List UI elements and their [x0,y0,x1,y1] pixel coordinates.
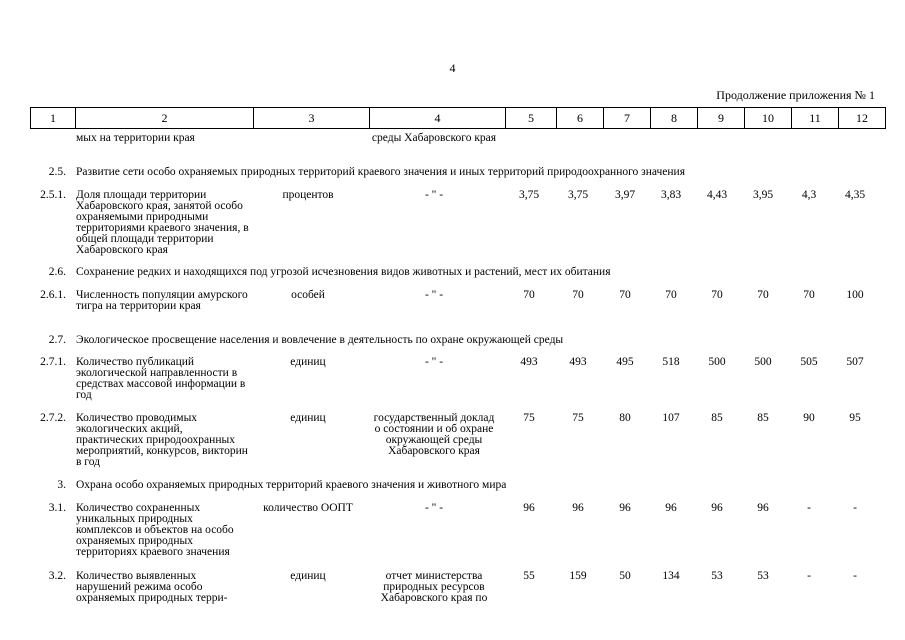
row-value: 90 [803,412,815,424]
row-value: 493 [569,356,587,368]
row-unit: единиц [290,570,326,582]
col-header: 4 [370,108,506,129]
row-value: 96 [665,502,677,514]
section-title: Развитие сети особо охраняемых природных территорий краевого значения и иных территорий природоохранного значения [76,166,686,178]
row-value: 495 [616,356,634,368]
row-value: 70 [665,289,677,301]
row-value: 3,75 [567,189,589,201]
row-value: 53 [711,570,723,582]
row-value: 500 [708,356,726,368]
col-header: 3 [254,108,370,129]
row-number: 2.5.1. [40,189,66,201]
row-number: 3.2. [48,570,66,582]
col-header: 11 [792,108,839,129]
row-value: 3,83 [660,189,682,201]
row-unit: единиц [290,412,326,424]
row-source: отчет министерства природных ресурсов Хабаровского края по [380,570,488,604]
page-number: 4 [449,61,456,75]
row-value: 96 [757,502,769,514]
row-value: 4,43 [706,189,728,201]
row-value: - [853,570,857,582]
row-value: 518 [662,356,680,368]
row-value: 3,95 [752,189,774,201]
row-source: - " - [424,289,444,301]
row-source: государственный доклад о состоянии и об охране окружающей среды Хабаровского края [373,412,495,457]
section-title: Сохранение редких и находящихся под угрозой исчезновения видов животных и растений, мест их обитания [76,266,611,278]
row-source: - " - [424,189,444,201]
row-value: 4,35 [844,189,866,201]
row-name: Доля площади территории Хабаровского края, занятой особо охраняемыми природными территориями краевого значения, в общей площади территории Хабаровского края [76,189,249,256]
row-value: 159 [569,570,587,582]
carry-name: мых на территории края [76,132,195,144]
row-value: 70 [572,289,584,301]
section-number: 2.6. [48,266,66,278]
section-number: 3. [57,479,66,491]
row-value: - [807,502,811,514]
row-number: 2.7.2. [40,412,66,424]
row-number: 2.7.1. [40,356,66,368]
section-number: 2.7. [48,334,66,346]
column-header-row [30,107,886,129]
row-name: Количество публикаций экологической направленности в средствах массовой информации в год [76,356,246,401]
row-value: 96 [523,502,535,514]
row-unit: особей [291,289,325,301]
row-value: 3,97 [614,189,636,201]
row-value: 4,3 [801,189,817,201]
continuation-label: Продолжение приложения № 1 [716,88,875,102]
row-value: 3,75 [518,189,540,201]
row-unit: единиц [290,356,326,368]
row-name: Количество выявленных нарушений режима особо охраняемых природных терри- [76,570,228,604]
section-number: 2.5. [48,166,66,178]
row-value: 493 [520,356,538,368]
carry-source: среды Хабаровского края [371,132,497,144]
row-value: 70 [711,289,723,301]
row-source: - " - [424,502,444,514]
row-value: 96 [619,502,631,514]
row-unit: количество ООПТ [263,502,353,514]
row-value: 53 [757,570,769,582]
row-value: 507 [846,356,864,368]
row-value: 70 [757,289,769,301]
row-name: Численность популяции амурского тигра на территории края [76,289,248,312]
row-number: 2.6.1. [40,289,66,301]
row-source: - " - [424,356,444,368]
row-value: 134 [662,570,680,582]
col-header: 10 [745,108,792,129]
row-name: Количество проводимых экологических акций, практических природоохранных мероприятий, конкурсов, викторин в год [76,412,248,468]
col-header: 1 [31,108,76,129]
row-value: - [807,570,811,582]
row-value: 505 [800,356,818,368]
col-header: 5 [506,108,557,129]
col-header: 9 [698,108,745,129]
row-value: 75 [572,412,584,424]
col-header: 8 [651,108,698,129]
row-value: 70 [523,289,535,301]
row-value: 96 [572,502,584,514]
row-number: 3.1. [48,502,66,514]
row-value: 96 [711,502,723,514]
row-value: 95 [849,412,861,424]
section-title: Охрана особо охраняемых природных территорий краевого значения и животного мира [76,479,507,491]
row-value: 75 [523,412,535,424]
row-value: 107 [662,412,680,424]
row-name: Количество сохраненных уникальных природных комплексов и объектов на особо охраняемых природных территориях краевого значения [76,502,234,558]
row-value: 85 [757,412,769,424]
row-value: 100 [846,289,864,301]
row-value: 50 [619,570,631,582]
col-header: 12 [839,108,886,129]
row-value: 80 [619,412,631,424]
section-title: Экологическое просвещение населения и вовлечение в деятельность по охране окружающей среды [76,334,564,346]
row-value: 55 [523,570,535,582]
row-value: 70 [803,289,815,301]
col-header: 6 [557,108,604,129]
row-unit: процентов [282,189,334,201]
col-header: 7 [604,108,651,129]
row-value: 85 [711,412,723,424]
row-value: 70 [619,289,631,301]
row-value: 500 [754,356,772,368]
col-header: 2 [76,108,254,129]
row-value: - [853,502,857,514]
